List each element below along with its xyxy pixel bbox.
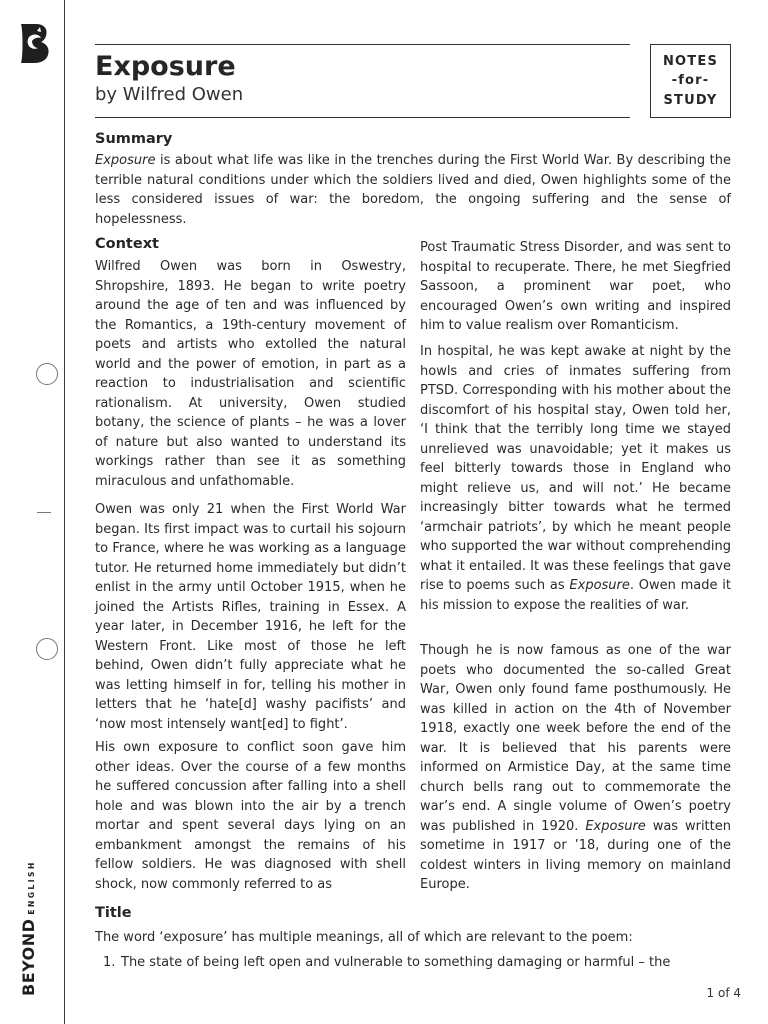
header-rule-top [95,44,630,45]
binder-hole-bottom [36,638,58,660]
list-text: The state of being left open and vulnerable to something damaging or harmful – the [121,955,671,970]
margin-line [64,0,65,1024]
list-number: 1. [103,955,116,970]
brand-vertical [19,860,38,996]
header-rule-bottom [95,117,630,118]
title-heading: Title [95,905,132,921]
page-subtitle: by Wilfred Owen [95,84,244,105]
context-heading: Context [95,236,159,252]
summary-text: is about what life was like in the trenches during the First World War. By describing the terrible natural conditions under which the soldiers lived and died, Owen highlights some of the less considered issues of war: the boredom, the ongoing suffering and the sense of hopelessness. [95,153,731,227]
p6-poem-title: Exposure [585,818,646,834]
binder-hole-top [36,363,58,385]
brand-sub: ENGLISH [27,860,36,915]
badge-line-3: STUDY [663,92,718,108]
p5-poem-title: Exposure [569,578,630,593]
summary-poem-title: Exposure [95,153,156,168]
p6-text-b: was written sometime in 1917 or ’18, during one of the coldest winters in living memory on mainland Europe. [420,818,731,892]
title-intro: The word ‘exposure’ has multiple meanings, all of which are relevant to the poem: [95,930,633,945]
p5-text-b: . Owen made it his mission to expose the realities of war. [420,578,731,613]
p5-text-a: In hospital, he was kept awake at night by the howls and cries of inmates suffering from PTSD. Corresponding with his mother about the discomfort of his hospital stay, Owen told her, ‘I think that the terribly long time we stayed unrelieved was unavoidable; yet it makes us feel bitterly towards those in England who might relieve us, and will not.’ He became increasingly bitter towards what he termed ‘armchair patriots’, by which he meant people who supported the war without comprehending what it entailed. It was these feelings that gave rise to poems such as [420,344,731,593]
summary-paragraph [95,151,731,229]
brand-name: BEYOND [19,918,38,996]
context-paragraph-1: Wilfred Owen was born in Oswestry, Shropshire, 1893. He began to write poetry around the age of ten and was influenced by the Romantics, a 19th-century movement of poets and artists who extolled the natural world and the power of emotion, in part as a reaction to industrialisation and scientific rationalism. At university, Owen studied botany, the science of plants – he was a lover of nature but also wanted to understand its workings rather than see it as something miraculous and unfathomable. [95,259,406,489]
summary-heading: Summary [95,131,173,147]
p6-text-a: Though he is now famous as one of the war poets who documented the so-called Great War, Owen only found fame posthumously. He was killed in action on the 4th of November 1918, exactly one week before the end of the war. It is believed that his parents were informed on Armistice Day, at the same time church bells rang out to commemorate the war’s end. A single volume of Owen’s poetry was published in 1920. [420,643,731,834]
badge-line-2: -for- [671,73,710,89]
context-paragraph-3: His own exposure to conflict soon gave him other ideas. Over the course of a few months he suffered concussion after falling into a shell hole and was blown into the air by a trench mortar and spent several days lying on an embankment amongst the remains of his fellow soldiers. He was diagnosed with shell shock, now commonly referred to as [95,740,406,892]
context-paragraph-2: Owen was only 21 when the First World War began. Its first impact was to curtail his sojourn to France, where he was working as a language tutor. He returned home immediately but didn’t enlist in the army until October 1915, when he joined the Artists Rifles, training in Essex. A year later, in December 1916, he left for the Western Front. Like most of those he left behind, Owen didn’t fully appreciate what he was letting himself in for, telling his mother in letters that he ‘hate[d] washy pacifists’ and ‘now most intensely want[ed] to fight’. [95,502,406,732]
page-title: Exposure [95,51,236,82]
beyond-logo-icon [17,22,51,64]
fold-mark [37,512,51,513]
page-number: 1 of 4 [706,986,741,1000]
badge-line-1: NOTES [662,53,719,69]
notes-for-study-badge [650,44,731,118]
context-paragraph-5 [420,342,731,615]
context-paragraph-6 [420,641,731,895]
list-item [103,953,731,973]
context-paragraph-4: Post Traumatic Stress Disorder, and was sent to hospital to recuperate. There, he met Siegfried Sassoon, a prominent war poet, who encouraged Owen’s own writing and inspired him to value realism over Romanticism. [420,240,731,333]
